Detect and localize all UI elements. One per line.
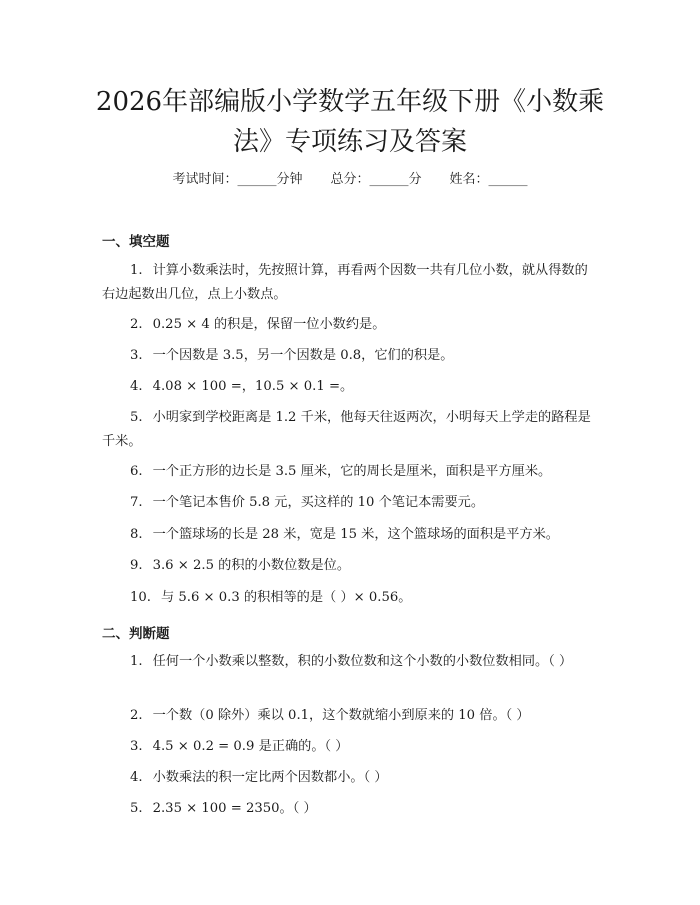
question-item	[102, 554, 600, 578]
question-number: 9.	[130, 558, 143, 573]
question-item	[102, 797, 600, 821]
question-number: 4.	[130, 770, 143, 785]
question-item	[102, 766, 600, 790]
section-heading-fill-blank: 一、填空题	[102, 234, 170, 250]
question-item	[102, 586, 600, 610]
question-number: 5.	[130, 801, 143, 816]
question-item	[102, 375, 600, 399]
question-text: 一个正方形的边长是 3.5 厘米，它的周长是厘米，面积是平方厘米。	[152, 464, 552, 479]
question-text: 任何一个小数乘以整数，积的小数位数和这个小数的小数位数相同。（ ）	[152, 654, 573, 669]
question-item	[102, 460, 600, 484]
question-number: 8.	[130, 527, 143, 542]
question-text: 与 5.6 × 0.3 的积相等的是（ ）× 0.56。	[160, 590, 412, 605]
question-item	[102, 735, 600, 759]
question-item	[102, 259, 600, 307]
question-text: 2.35 × 100 = 2350。（ ）	[152, 801, 317, 816]
question-item	[102, 650, 600, 674]
document-title: 2026年部编版小学数学五年级下册《小数乘法》专项练习及答案	[95, 87, 605, 157]
question-text: 一个篮球场的长是 28 米，宽是 15 米，这个篮球场的面积是平方米。	[152, 527, 559, 542]
section-heading-true-false: 二、判断题	[102, 626, 170, 642]
question-item	[102, 406, 600, 454]
question-number: 1.	[130, 263, 143, 278]
total-score-label: 总分：______分	[330, 172, 422, 187]
student-name-label: 姓名：______	[449, 172, 528, 187]
question-text: 一个笔记本售价 5.8 元，买这样的 10 个笔记本需要元。	[152, 495, 485, 510]
question-text: 4.5 × 0.2 = 0.9 是正确的。（ ）	[152, 739, 349, 754]
question-item	[102, 704, 600, 728]
question-number: 2.	[130, 708, 143, 723]
question-text: 3.6 × 2.5 的积的小数位数是位。	[152, 558, 351, 573]
question-item	[102, 344, 600, 368]
question-number: 3.	[130, 739, 143, 754]
question-number: 7.	[130, 495, 143, 510]
question-text: 小明家到学校距离是 1.2 千米，他每天往返两次，小明每天上学走的路程是千米。	[102, 410, 591, 449]
question-number: 5.	[130, 410, 143, 425]
question-text: 计算小数乘法时，先按照计算，再看两个因数一共有几位小数，就从得数的右边起数出几位，点上小数点。	[102, 263, 588, 302]
question-number: 1.	[130, 654, 143, 669]
question-item	[102, 491, 600, 515]
question-number: 3.	[130, 348, 143, 363]
question-number: 4.	[130, 379, 143, 394]
question-number: 2.	[130, 317, 143, 332]
question-text: 一个因数是 3.5，另一个因数是 0.8，它们的积是。	[152, 348, 454, 363]
question-number: 6.	[130, 464, 143, 479]
question-text: 0.25 × 4 的积是，保留一位小数约是。	[152, 317, 386, 332]
question-text: 4.08 × 100 =，10.5 × 0.1 =。	[152, 379, 354, 394]
question-text: 一个数（0 除外）乘以 0.1，这个数就缩小到原来的 10 倍。（ ）	[152, 708, 530, 723]
question-item	[102, 523, 600, 547]
exam-info-line	[0, 168, 700, 187]
question-text: 小数乘法的积一定比两个因数都小。（ ）	[152, 770, 388, 785]
question-number: 10.	[130, 590, 151, 605]
question-item	[102, 313, 600, 337]
exam-time-label: 考试时间：______分钟	[172, 172, 303, 187]
